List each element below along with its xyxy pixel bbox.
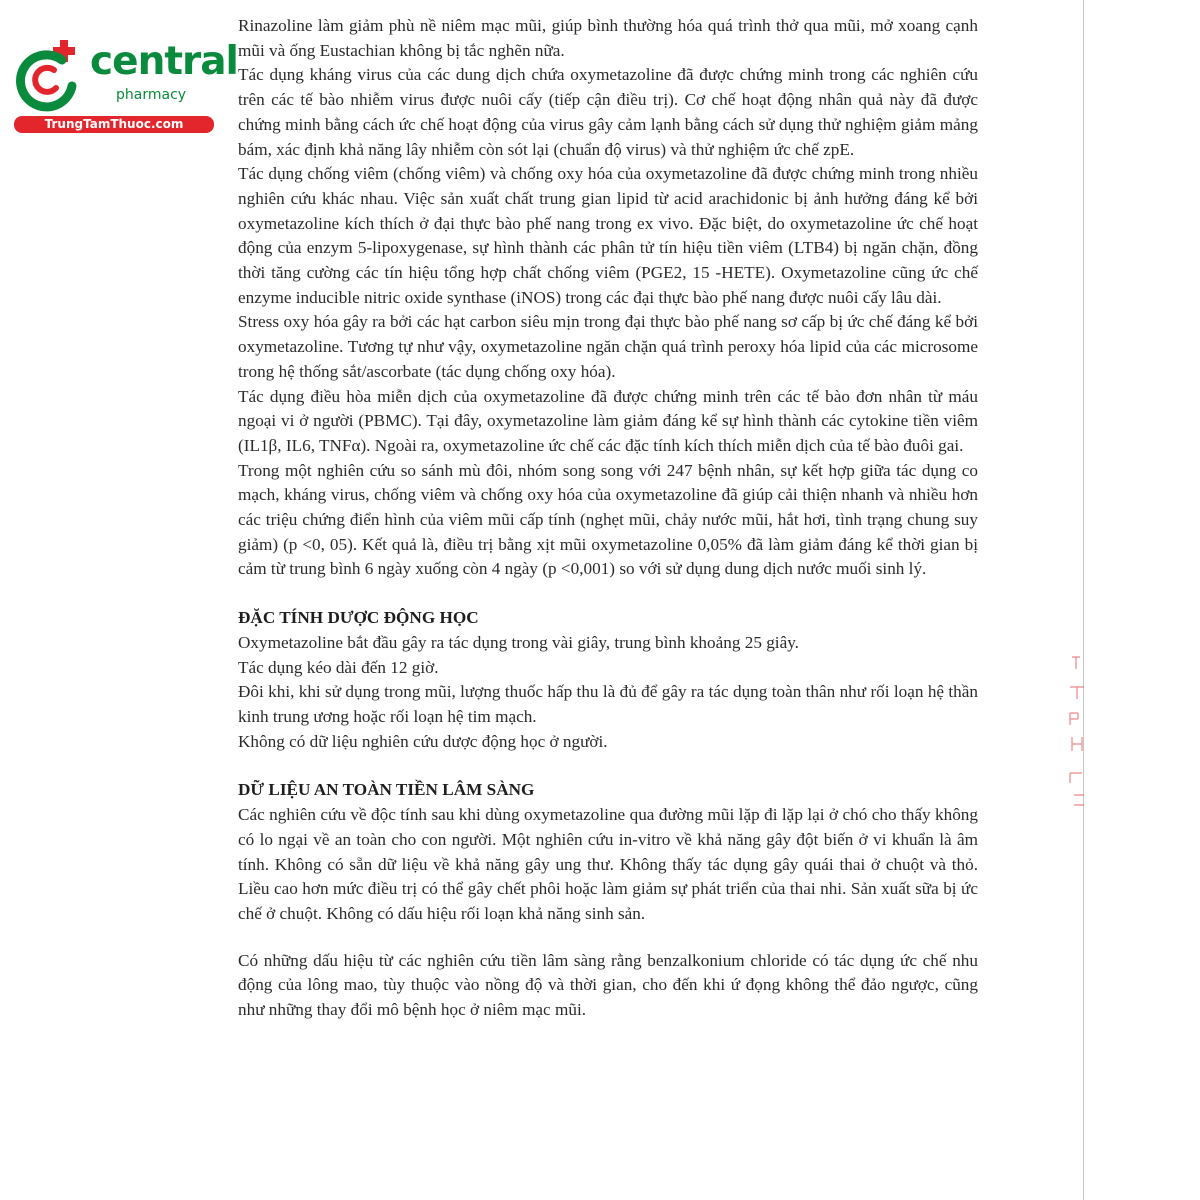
central-pharmacy-logo-icon	[10, 36, 88, 114]
heading-pharmacokinetics: ĐẶC TÍNH DƯỢC ĐỘNG HỌC	[238, 608, 479, 628]
paragraph-immunomodulatory: Tác dụng điều hòa miễn dịch của oxymetazoline đã được chứng minh trên các tế bào đơn nhân từ máu ngoại vi ở người (PBMC). Tại đây, oxymetazoline làm giảm đáng kể sự hình thành các cytokine tiền viêm (IL1β, IL6, TNFα). Ngoài ra, oxymetazoline ức chế các đặc tính kích thích miễn dịch của tế bào đuôi gai.	[238, 386, 978, 455]
paragraph-clinical-study: Trong một nghiên cứu so sánh mù đôi, nhóm song song với 247 bệnh nhân, sự kết hợp giữa tác dụng co mạch, kháng virus, chống viêm và chống oxy hóa của oxymetazoline đã giúp cải thiện nhanh và nhiều hơn các triệu chứng điển hình của viêm mũi cấp tính (nghẹt mũi, chảy nước mũi, hắt hơi, tình trạng chung suy giảm) (p <0, 05). Kết quả là, điều trị bằng xịt mũi oxymetazoline 0,05% đã làm giảm đáng kể thời gian bị cảm từ trung bình 6 ngày xuống còn 4 ngày (p <0,001) so với sử dụng dung dịch nước muối sinh lý.	[238, 460, 978, 579]
paragraph-intro-1: Rinazoline làm giảm phù nề niêm mạc mũi, giúp bình thường hóa quá trình thở qua mũi, mở xoang cạnh mũi và ống Eustachian không bị tắc nghẽn nữa.	[238, 16, 978, 60]
logo-url-badge: TrungTamThuoc.com	[14, 116, 214, 133]
heading-preclinical-safety: DỮ LIỆU AN TOÀN TIỀN LÂM SÀNG	[238, 780, 535, 800]
paragraph-preclinical-2: Có những dấu hiệu từ các nghiên cứu tiền lâm sàng rằng benzalkonium chloride có tác dụng ức chế nhu động của lông mao, tùy thuộc vào nồng độ và thời gian, cho đến khi ứ đọng không thể đảo ngược, cũng như những thay đổi mô bệnh học ở niêm mạc mũi.	[238, 950, 978, 1020]
brand-logo	[10, 36, 238, 136]
document-body	[238, 14, 978, 1023]
paragraph-oxidative-stress: Stress oxy hóa gây ra bởi các hạt carbon siêu mịn trong đại thực bào phế nang sơ cấp bị ức chế đáng kể bởi oxymetazoline. Tương tự như vậy, oxymetazoline ngăn chặn quá trình peroxy hóa lipid của các microsome trong hệ thống sắt/ascorbate (tác dụng chống oxy hóa).	[238, 312, 978, 381]
paragraph-preclinical-1: Các nghiên cứu về độc tính sau khi dùng oxymetazoline qua đường mũi lặp đi lặp lại ở chó cho thấy không có lo ngại về an toàn cho con người. Một nghiên cứu in-vitro về khả năng gây đột biến ở vi khuẩn là âm tính. Không có sẵn dữ liệu về khả năng gây ung thư. Không thấy tác dụng gây quái thai ở chuột và thỏ. Liều cao hơn mức điều trị có thể gây chết phôi hoặc làm giảm sự phát triển của thai nhi. Sản xuất sữa bị ức chế ở chuột. Không có dấu hiệu rối loạn khả năng sinh sản.	[238, 805, 978, 923]
logo-name: central	[90, 39, 238, 84]
paragraph-pk-2: Tác dụng kéo dài đến 12 giờ.	[238, 657, 439, 677]
paragraph-anti-inflammatory: Tác dụng chống viêm (chống viêm) và chống oxy hóa của oxymetazoline đã được chứng minh trong nhiều nghiên cứu khác nhau. Việc sản xuất chất trung gian lipid từ acid arachidonic bị ảnh hưởng đáng kể bởi oxymetazoline kích thích ở đại thực bào phế nang trong ex vivo. Đặc biệt, do oxymetazoline ức chế hoạt động của enzym 5-lipoxygenase, sự hình thành các phân tử tín hiệu tiền viêm (LTB4) bị ngăn chặn, đồng thời tăng cường các tín hiệu tổng hợp chất chống viêm (PGE2, 15 -HETE). Oxymetazoline cũng ức chế enzyme inducible nitric oxide synthase (iNOS) trong các đại thực bào phế nang được nuôi cấy lâu dài.	[238, 164, 978, 307]
paragraph-pk-4: Không có dữ liệu nghiên cứu dược động học ở người.	[238, 731, 608, 751]
paragraph-pk-3: Đôi khi, khi sử dụng trong mũi, lượng thuốc hấp thu là đủ để gây ra tác dụng toàn thân như rối loạn hệ thần kinh trung ương hoặc rối loạn hệ tim mạch.	[238, 682, 978, 726]
page-edge-divider	[1083, 0, 1084, 1200]
paragraph-antiviral: Tác dụng kháng virus của các dung dịch chứa oxymetazoline đã được chứng minh trong các nghiên cứu trên các tế bào nhiễm virus được nuôi cấy (tiếp cận điều trị). Cơ chế hoạt động nhân quả này đã được chứng minh bằng cách ức chế hoạt động của virus gây cảm lạnh bằng cách sử dụng thử nghiệm giảm mảng bám, xác định khả năng lây nhiễm còn sót lại (chuẩn độ virus) và thử nghiệm ức chế zpE.	[238, 65, 978, 159]
paragraph-pk-1: Oxymetazoline bắt đầu gây ra tác dụng trong vài giây, trung bình khoảng 25 giây.	[238, 632, 799, 652]
stamp-fragment-icon	[1066, 655, 1088, 825]
logo-subtitle: pharmacy	[116, 87, 187, 103]
